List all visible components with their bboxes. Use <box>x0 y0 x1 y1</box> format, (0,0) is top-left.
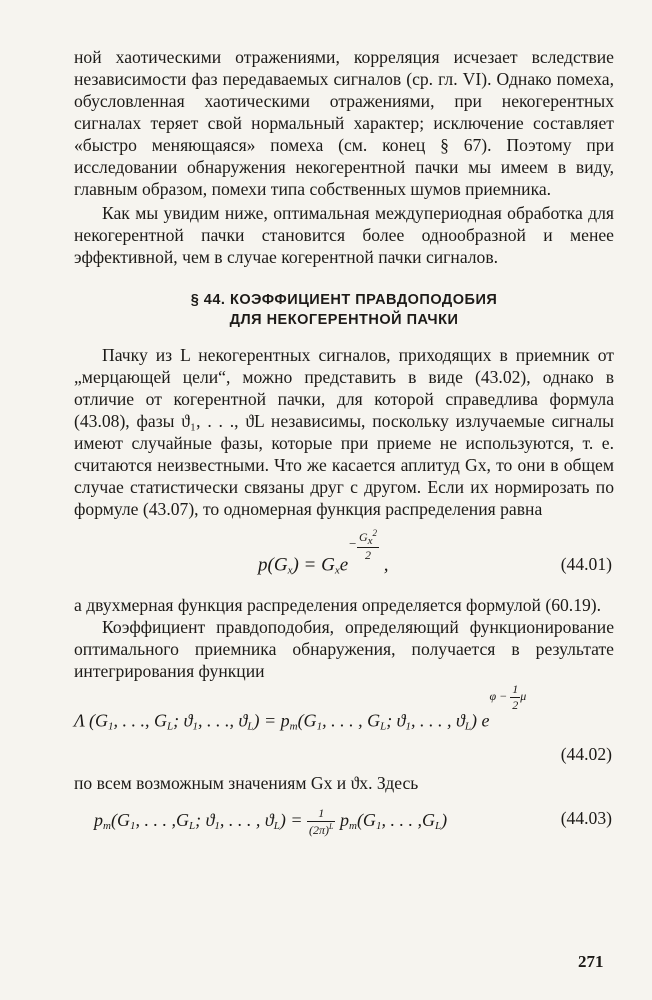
equation-44-02 <box>74 682 614 768</box>
equation-44-02-label: (44.02) <box>560 744 612 764</box>
section-heading-line-1: § 44. КОЭФФИЦИЕНТ ПРАВДОПОДОБИЯ <box>190 292 498 308</box>
paragraph-4: а двухмерная функция распределения определяется формулой (60.19). <box>74 595 602 615</box>
equation-44-01-label: (44.01) <box>560 554 612 574</box>
page-content <box>74 46 614 848</box>
equation-44-03-label: (44.03) <box>560 808 612 828</box>
paragraph-1: ной хаотическими отражениями, корреляция исчезает вследствие независимости фаз передаваемых сигналов (ср. гл. VI). Однако помеха, обусловленная хаотическими отражениями, при некогерентных сигналах теряет свой нормальный характер; исключение составляет «быстро меняющаяся» помеха (см. конец § 67). Поэтому при исследовании обнаружения некогерентной пачки мы имеем в виду, главным образом, помехи типа собственных шумов приемника. <box>74 47 614 199</box>
section-heading <box>74 290 614 330</box>
paragraph-5: Коэффициент правдоподобия, определяющий функционирование оптимального приемника обнаружения, получается в результате интегрирования функции <box>74 617 614 681</box>
paragraph-6: по всем возможным значениям Gx и ϑx. Здесь <box>74 773 419 793</box>
page-number: 271 <box>578 952 604 971</box>
equation-44-01-body: $p(G_x) = G_xe^{- \frac{Gx^2}{2}}$ , <box>258 528 389 577</box>
equation-44-02-body: Λ ($G_1$, . . ., $G_L$; $ϑ_1$, . . ., $ϑ_L) = p_m(G_1$, . . . , $G_L$; $ϑ_1$, . . . , $ϑ_L$) $e^{\varphi - \frac{1}{2} \mu}$ <box>74 682 527 733</box>
equation-44-03 <box>74 798 614 844</box>
equation-44-01 <box>74 526 614 590</box>
paragraph-3: Пачку из L некогерентных сигналов, приходящих в приемник от „мерцающей цели“, можно представить в виде (43.02), однако в отличие от когерентной пачки, для которой справедлива формула (43.08), фазы ϑ₁, . . ., ϑL независимы, поскольку излучаемые сигналы имеют случайные фазы, которые при приеме не используются, т. е. считаются неизвестными. Что же касается аплитуд Gx, то они в общем случае статистически связаны друг с другом. Если их нормирозать по формуле (43.07), то одномерная функция распределения равна <box>74 345 614 519</box>
equation-44-03-body: $p_m(G_1$, . . . $,G_L$; $ϑ_1$, . . . , $ϑ_L$) = $\frac{1}{(2\pi)^L}$ $p_m(G_1$, . . . $,G_L$) <box>94 806 448 837</box>
paragraph-2: Как мы увидим ниже, оптимальная междупериодная обработка для некогерентной пачки становится более однообразной и менее эффективной, чем в случае когерентной пачки сигналов. <box>74 203 614 267</box>
section-heading-line-2: ДЛЯ НЕКОГЕРЕНТНОЙ ПАЧКИ <box>229 312 459 328</box>
